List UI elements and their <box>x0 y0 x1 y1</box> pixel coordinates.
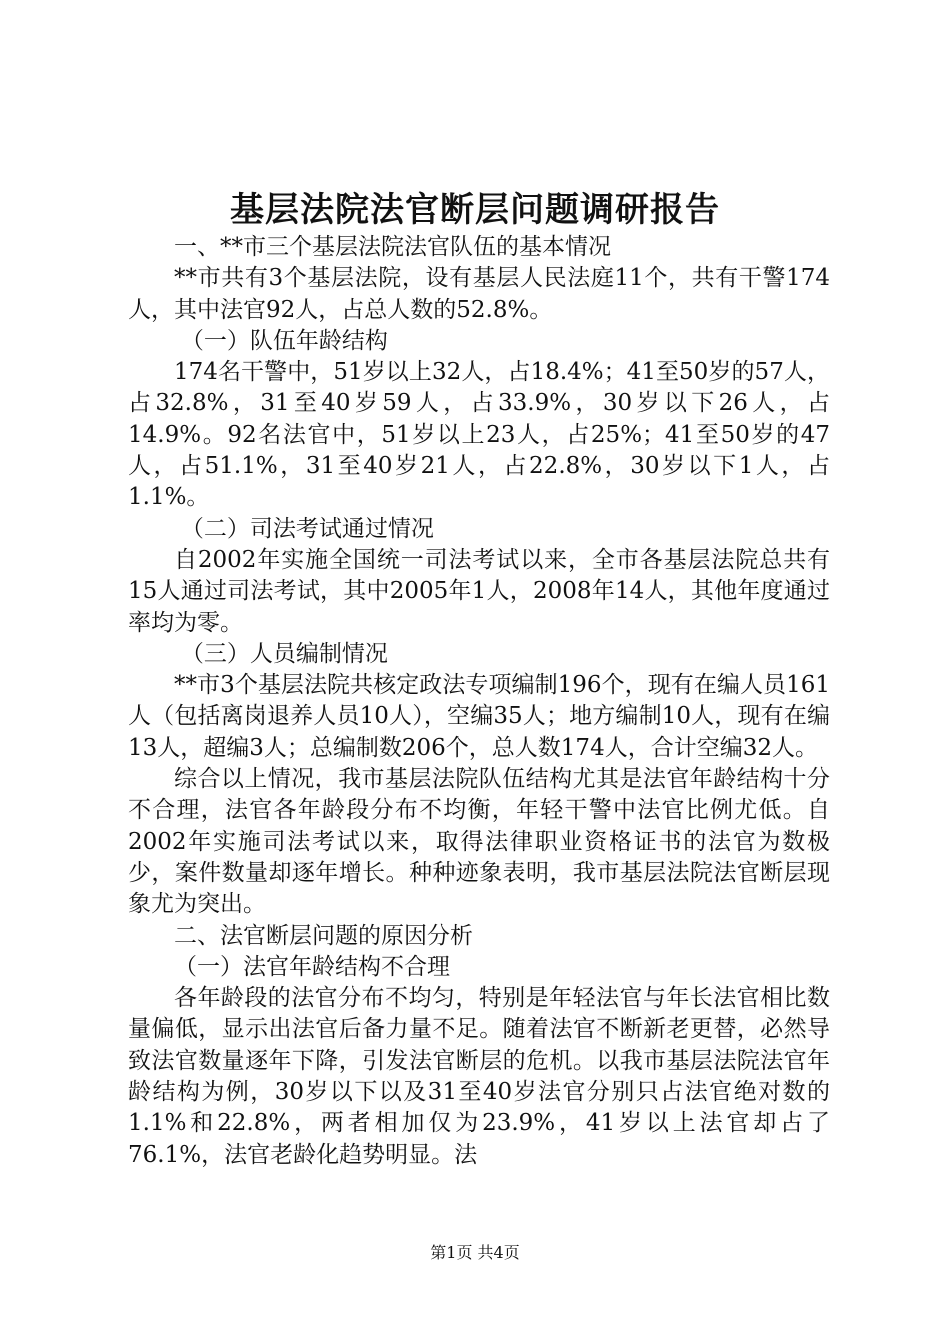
paragraph-staffing: **市3个基层法院共核定政法专项编制196个，现有在编人员161人（包括离岗退养人员10人），空编35人；地方编制10人，现有在编13人，超编3人；总编制数206个，总人数174人，合计空编32人。 <box>128 672 830 761</box>
subheading-staffing: （三）人员编制情况 <box>180 640 388 667</box>
paragraph-summary: 综合以上情况，我市基层法院队伍结构尤其是法官年龄结构十分不合理，法官各年龄段分布不均衡，年轻干警中法官比例尤低。自2002年实施司法考试以来，取得法律职业资格证书的法官为数极少，案件数量却逐年增长。种种迹象表明，我市基层法院法官断层现象尤为突出。 <box>128 766 830 918</box>
paragraph-exam: 自2002年实施全国统一司法考试以来，全市各基层法院总共有15人通过司法考试，其中2005年1人，2008年14人，其他年度通过率均为零。 <box>128 546 830 636</box>
section-heading-1: 一、**市三个基层法院法官队伍的基本情况 <box>174 234 611 260</box>
section-heading-2: 二、法官断层问题的原因分析 <box>174 922 473 949</box>
paragraph-age-structure: 174名干警中，51岁以上32人，占18.4%；41至50岁的57人，占32.8%，31至40岁59人，占33.9%，30岁以下26人，占14.9%。92名法官中，51岁以上23人，占25%；41至50岁的47人，占51.1%，31至40岁21人，占22.8%，30岁以下1人，占1.1%。 <box>128 359 830 511</box>
paragraph-overview: **市共有3个基层法院，设有基层人民法庭11个，共有干警174人，其中法官92人，占总人数的52.8%。 <box>128 265 830 323</box>
page-footer: 第1页 共4页 <box>430 1243 520 1262</box>
document-title: 基层法院法官断层问题调研报告 <box>230 190 720 230</box>
subheading-age-unreasonable: （一）法官年龄结构不合理 <box>174 953 450 980</box>
document-body <box>128 232 830 1171</box>
paragraph-age-analysis: 各年龄段的法官分布不均匀，特别是年轻法官与年长法官相比数量偏低，显示出法官后备力量不足。随着法官不断新老更替，必然导致法官数量逐年下降，引发法官断层的危机。以我市基层法院法官年龄结构为例，30岁以下以及31至40岁法官分别只占法官绝对数的1.1%和22.8%，两者相加仅为23.9%，41岁以上法官却占了76.1%，法官老龄化趋势明显。法 <box>128 985 830 1168</box>
subheading-exam: （二）司法考试通过情况 <box>180 515 434 542</box>
subheading-age-structure: （一）队伍年龄结构 <box>180 327 388 354</box>
